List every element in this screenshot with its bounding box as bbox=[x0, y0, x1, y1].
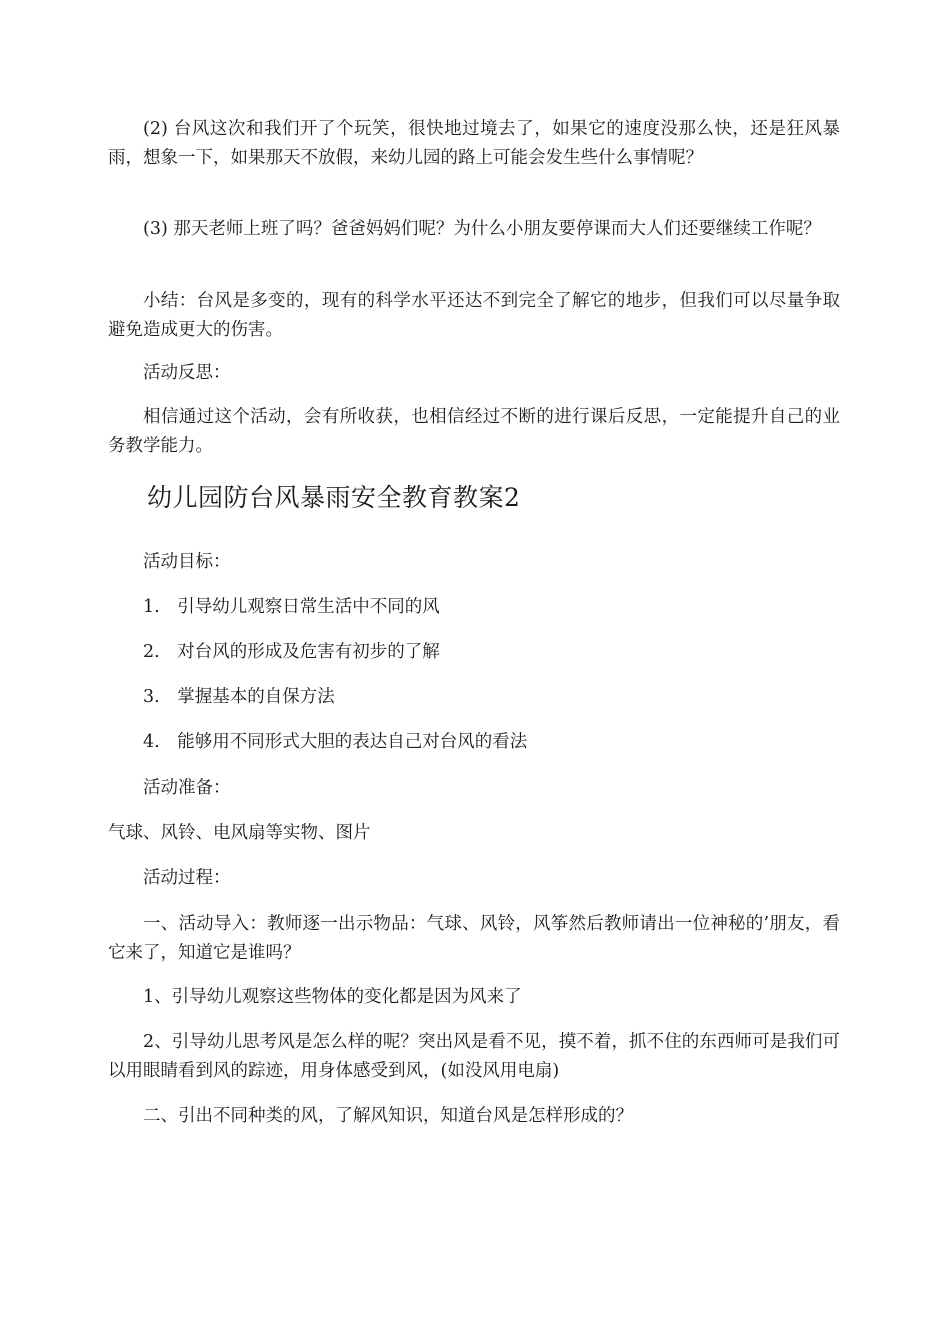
paragraph-summary: 小结：台风是多变的，现有的科学水平还达不到完全了解它的地步，但我们可以尽量争取避免造成更大的伤害。 bbox=[108, 291, 840, 340]
prep-label: 活动准备： bbox=[143, 778, 231, 798]
process-step: 1、引导幼儿观察这些物体的变化都是因为风来了 bbox=[143, 987, 522, 1007]
prep-materials: 气球、风铃、电风扇等实物、图片 bbox=[108, 823, 371, 843]
goal-item: 4. 能够用不同形式大胆的表达自己对台风的看法 bbox=[143, 732, 528, 752]
goal-item: 1. 引导幼儿观察日常生活中不同的风 bbox=[143, 597, 440, 617]
process-label: 活动过程： bbox=[143, 868, 231, 888]
reflection-label: 活动反思： bbox=[143, 363, 231, 383]
paragraph-reflection: 相信通过这个活动，会有所收获，也相信经过不断的进行课后反思，一定能提升自己的业务教学能力。 bbox=[108, 407, 840, 456]
goal-item: 3. 掌握基本的自保方法 bbox=[143, 687, 335, 707]
paragraph-question-3: (3) 那天老师上班了吗？爸爸妈妈们呢？为什么小朋友要停课而大人们还要继续工作呢？ bbox=[143, 219, 821, 239]
goals-label: 活动目标： bbox=[143, 552, 231, 572]
paragraph-question-2: (2) 台风这次和我们开了个玩笑，很快地过境去了，如果它的速度没那么快，还是狂风暴雨，想象一下，如果那天不放假，来幼儿园的路上可能会发生些什么事情呢？ bbox=[108, 119, 840, 168]
goal-item: 2. 对台风的形成及危害有初步的了解 bbox=[143, 642, 440, 662]
process-step: 2、引导幼儿思考风是怎么样的呢？突出风是看不见，摸不着，抓不住的东西师可是我们可以用眼睛看到风的踪迹，用身体感受到风，(如没风用电扇) bbox=[108, 1032, 840, 1081]
process-step: 一、活动导入：教师逐一出示物品：气球、风铃，风筝然后教师请出一位神秘的’朋友，看它来了，知道它是谁吗？ bbox=[108, 914, 840, 963]
process-step: 二、引出不同种类的风，了解风知识，知道台风是怎样形成的？ bbox=[143, 1106, 633, 1126]
section-title: 幼儿园防台风暴雨安全教育教案2 bbox=[147, 483, 521, 512]
